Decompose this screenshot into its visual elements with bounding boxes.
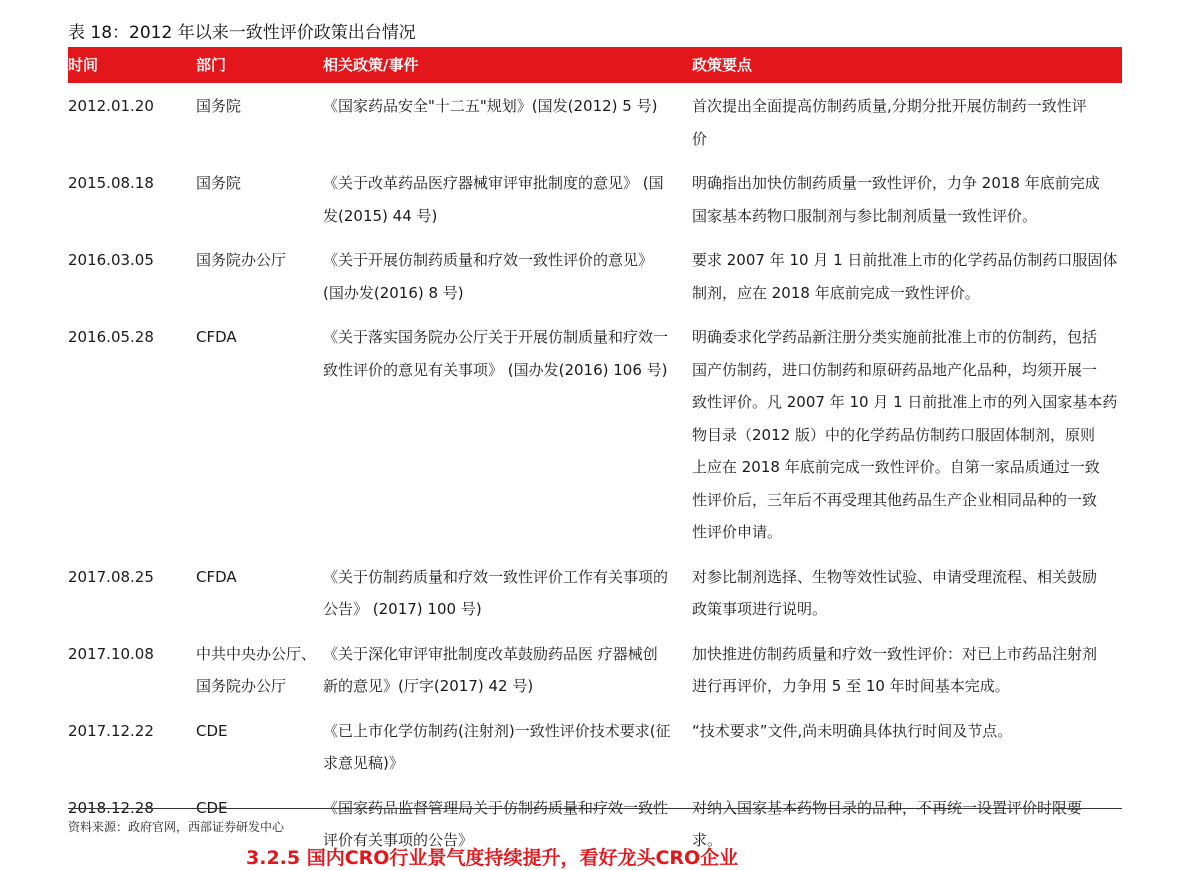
table-row bbox=[68, 238, 1122, 315]
cell-dept bbox=[196, 167, 322, 200]
cell-points bbox=[692, 321, 1122, 549]
source-note: 资料来源：政府官网，西部证券研发中心 bbox=[68, 820, 285, 834]
cell-policy bbox=[323, 561, 691, 626]
cell-dept bbox=[196, 638, 322, 703]
cell-date: 2017.10.08 bbox=[68, 644, 154, 663]
cell-points bbox=[692, 561, 1122, 626]
cell-date: 2016.03.05 bbox=[68, 251, 154, 269]
cell-points-line: 制剂，应在 2018 年底前完成一致性评价。 bbox=[692, 283, 980, 302]
cell-policy bbox=[323, 715, 691, 780]
cell-dept-line: 国务院办公厅 bbox=[196, 677, 287, 695]
cell-points-line: 加快推进仿制药质量和疗效一致性评价：对已上市药品注射剂 bbox=[692, 644, 1098, 663]
cell-points-line: 性评价申请。 bbox=[692, 523, 783, 541]
cell-policy bbox=[323, 244, 691, 309]
cell-policy-line: 《关于落实国务院办公厅关于开展仿制质量和疗效一 bbox=[323, 328, 669, 346]
cell-points-line: 国产仿制药，进口仿制药和原研药品地产化品种，均须开展一 bbox=[692, 360, 1098, 379]
cell-points-line: 价 bbox=[692, 129, 708, 148]
header-policy: 相关政策/事件 bbox=[323, 56, 419, 74]
cell-policy bbox=[323, 167, 691, 232]
cell-dept-line: CFDA bbox=[196, 567, 237, 586]
table-bottom-rule bbox=[68, 808, 1122, 809]
header-date: 时间 bbox=[68, 56, 99, 74]
cell-dept bbox=[196, 715, 322, 748]
cell-dept-line: CFDA bbox=[196, 328, 237, 346]
cell-points-line: 政策事项进行说明。 bbox=[692, 600, 828, 618]
header-dept: 部门 bbox=[196, 56, 227, 74]
cell-points-line: 性评价后，三年后不再受理其他药品生产企业相同品种的一致 bbox=[692, 490, 1098, 509]
cell-points-line: 明确委求化学药品新注册分类实施前批准上市的仿制药，包括 bbox=[692, 328, 1098, 346]
cell-date: 2016.05.28 bbox=[68, 328, 154, 346]
cell-policy-line: 发(2015) 44 号) bbox=[323, 206, 438, 225]
cell-points-line: 首次提出全面提高仿制药质量,分期分批开展仿制药一致性评 bbox=[692, 97, 1087, 115]
cell-dept-line: CDE bbox=[196, 721, 228, 740]
cell-points bbox=[692, 638, 1122, 703]
cell-points-line: 要求 2007 年 10 月 1 日前批准上市的化学药品仿制药口服固体 bbox=[692, 251, 1118, 269]
cell-points bbox=[692, 90, 1122, 155]
cell-points-line: 上应在 2018 年底前完成一致性评价。自第一家品质通过一致 bbox=[692, 458, 1100, 476]
cell-policy-line: 《关于深化审评审批制度改革鼓励药品医 疗器械创 bbox=[323, 644, 658, 663]
cell-policy-line: 《国家药品安全"十二五"规划》(国发(2012) 5 号) bbox=[323, 97, 658, 115]
table-row bbox=[68, 632, 1122, 709]
cell-policy-line: 《已上市化学仿制药(注射剂)一致性评价技术要求(征 bbox=[323, 721, 671, 740]
cell-date: 2017.08.25 bbox=[68, 567, 154, 586]
cell-policy-line: 致性评价的意见有关事项》 (国办发(2016) 106 号) bbox=[323, 360, 668, 379]
table-header bbox=[68, 47, 1122, 83]
cell-policy bbox=[323, 638, 691, 703]
cell-policy-line: 《关于改革药品医疗器械审评审批制度的意见》 (国 bbox=[323, 174, 664, 192]
cell-dept-line: CDE bbox=[196, 798, 228, 817]
cell-policy-line: (国办发(2016) 8 号) bbox=[323, 283, 464, 302]
cell-points-line: “技术要求”文件,尚未明确具体执行时间及节点。 bbox=[692, 721, 1013, 740]
cell-date: 2017.12.22 bbox=[68, 721, 154, 740]
cell-policy-line: 新的意见》(厅字(2017) 42 号) bbox=[323, 677, 534, 695]
cell-points-line: 对参比制剂选择、生物等效性试验、申请受理流程、相关鼓励 bbox=[692, 567, 1098, 586]
cell-points-line: 致性评价。凡 2007 年 10 月 1 日前批准上市的列入国家基本药 bbox=[692, 393, 1118, 411]
cell-dept bbox=[196, 90, 322, 123]
cell-dept-line: 国务院 bbox=[196, 97, 242, 115]
cell-points-line: 求。 bbox=[692, 831, 723, 849]
cell-policy bbox=[323, 321, 691, 386]
cell-dept bbox=[196, 244, 322, 277]
table-row bbox=[68, 84, 1122, 161]
cell-points bbox=[692, 792, 1122, 857]
cell-points-line: 物目录（2012 版）中的化学药品仿制药口服固体制剂，原则 bbox=[692, 425, 1095, 444]
cell-date: 2015.08.18 bbox=[68, 174, 154, 192]
cell-policy-line: 《关于仿制药质量和疗效一致性评价工作有关事项的 bbox=[323, 567, 669, 586]
cell-policy-line: 求意见稿)》 bbox=[323, 754, 404, 772]
header-points: 政策要点 bbox=[692, 56, 753, 74]
cell-date: 2012.01.20 bbox=[68, 97, 154, 115]
cell-points-line: 进行再评价，力争用 5 至 10 年时间基本完成。 bbox=[692, 677, 1010, 695]
cell-policy-line: 公告》 (2017) 100 号) bbox=[323, 600, 482, 618]
cell-policy-line: 评价有关事项的公告》 bbox=[323, 831, 474, 849]
cell-points bbox=[692, 167, 1122, 232]
cell-dept bbox=[196, 561, 322, 594]
cell-policy-line: 《国家药品监督管理局关于仿制药质量和疗效一致性 bbox=[323, 798, 669, 817]
cell-dept-line: 中共中央办公厅、 bbox=[196, 644, 317, 663]
table-row bbox=[68, 315, 1122, 555]
cell-points bbox=[692, 244, 1122, 309]
table-row bbox=[68, 709, 1122, 786]
cell-dept-line: 国务院办公厅 bbox=[196, 251, 287, 269]
next-section-heading: 3.2.5 国内CRO行业景气度持续提升，看好龙头CRO企业 bbox=[246, 847, 739, 869]
cell-policy-line: 《关于开展仿制药质量和疗效一致性评价的意见》 bbox=[323, 251, 654, 269]
cell-dept-line: 国务院 bbox=[196, 174, 242, 192]
cell-points-line: 明确指出加快仿制药质量一致性评价，力争 2018 年底前完成 bbox=[692, 174, 1100, 192]
cell-date: 2018.12.28 bbox=[68, 798, 154, 817]
table-row bbox=[68, 555, 1122, 632]
cell-points-line: 国家基本药物口服制剂与参比制剂质量一致性评价。 bbox=[692, 206, 1038, 225]
table-row bbox=[68, 161, 1122, 238]
cell-dept bbox=[196, 321, 322, 354]
cell-points-line: 对纳入国家基本药物目录的品种，不再统一设置评价时限要 bbox=[692, 798, 1083, 817]
table-title: 表 18：2012 年以来一致性评价政策出台情况 bbox=[68, 23, 416, 43]
cell-points bbox=[692, 715, 1122, 748]
cell-policy bbox=[323, 90, 691, 123]
